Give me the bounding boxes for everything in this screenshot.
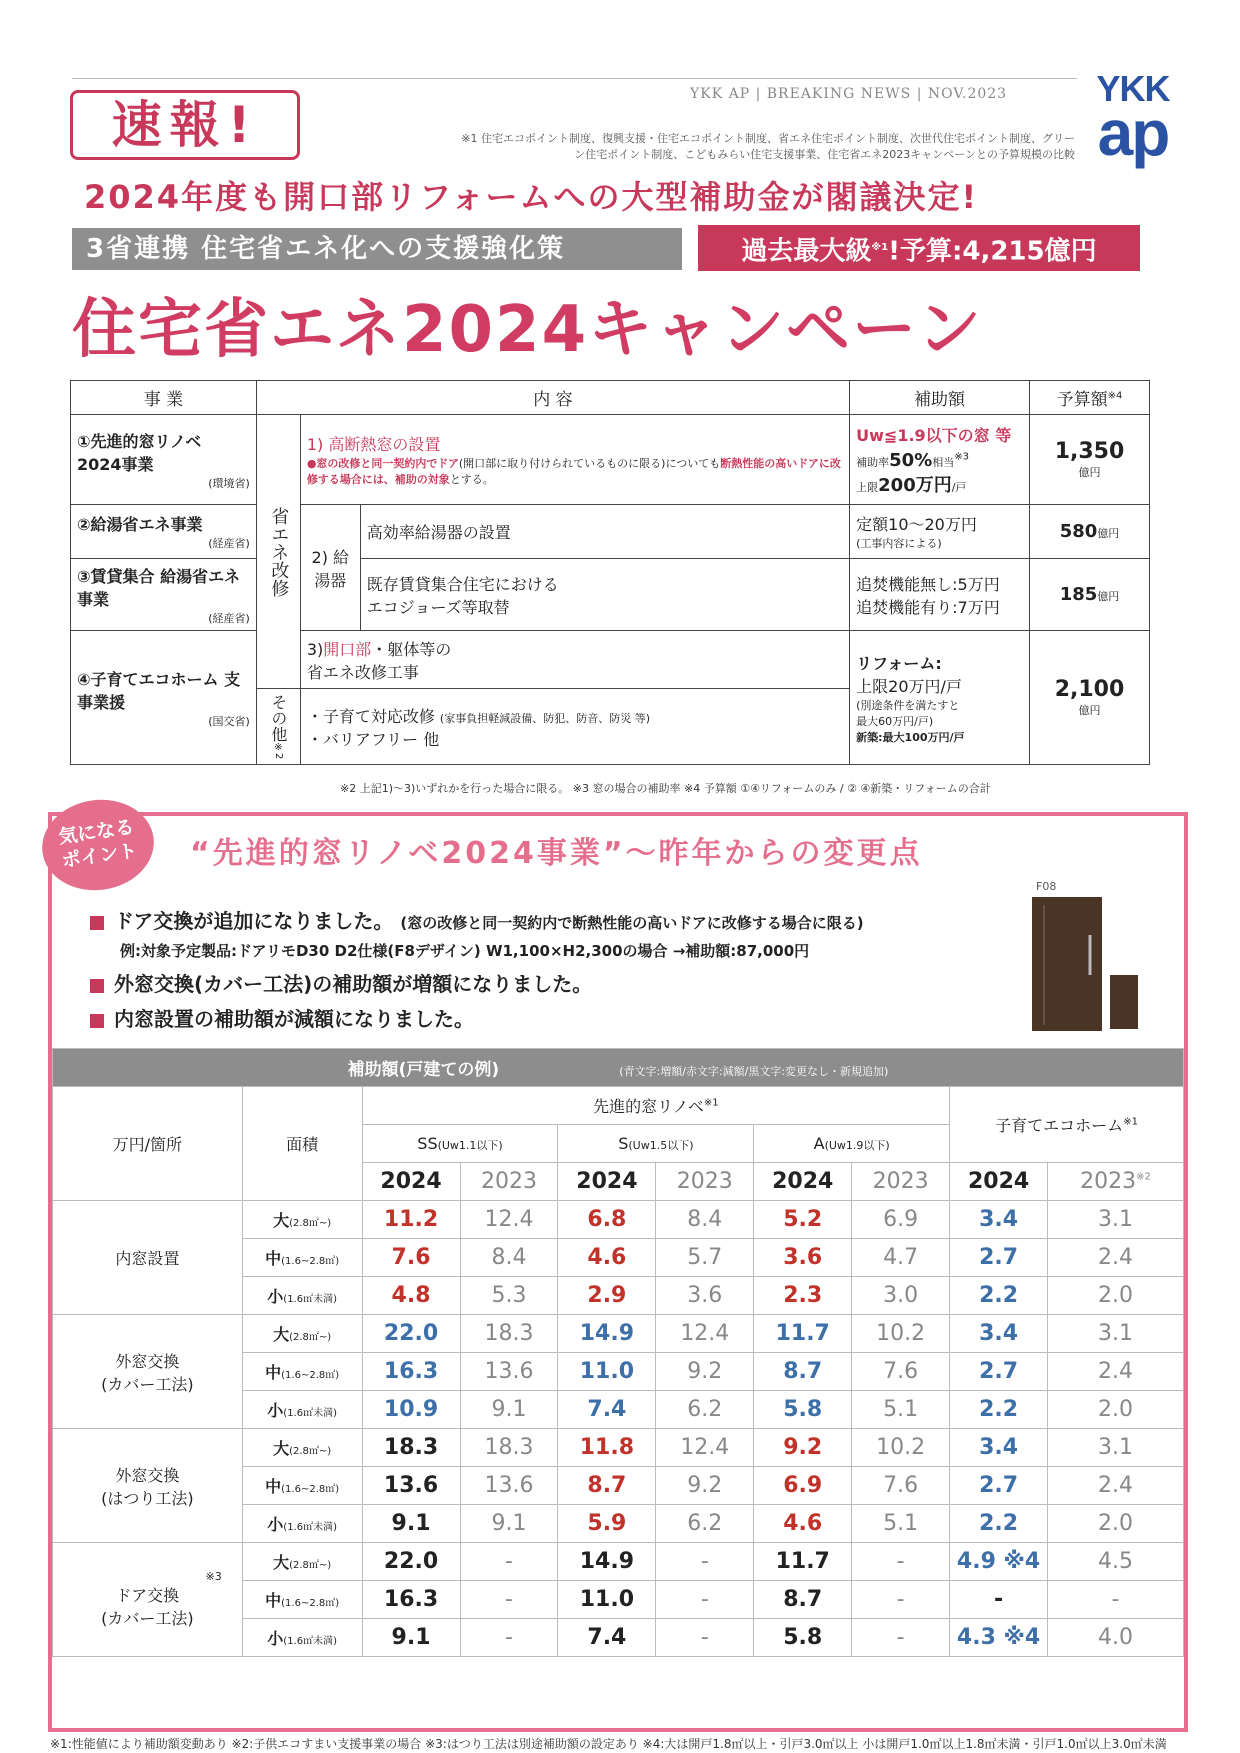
r3-hojo: 追焚機能無し:5万円 追焚機能有り:7万円 [850,559,1030,631]
value-cell: 9.1 [362,1619,460,1657]
value-cell: - [656,1581,754,1619]
r1-yosan: 1,350 億円 [1030,415,1150,505]
value-cell: 5.1 [852,1505,950,1543]
size-cell: 小(1.6㎡未満) [242,1391,362,1429]
r4-yosan: 2,100 億円 [1030,631,1150,765]
bullet-outer: 外窓交換(カバー工法)の補助額が増額になりました。 [90,968,592,997]
budget-badge: 過去最大級$^{※1}$!予算:4,215億円 [698,225,1140,271]
value-cell: 2.0 [1048,1277,1184,1315]
value-cell: 5.1 [852,1391,950,1429]
overview-table [70,380,1150,765]
r2-hojo: 定額10～20万円 (工事内容による) [850,505,1030,559]
bullet-door: ドア交換が追加になりました。 (窓の改修と同一契約内で断熱性能の高いドアに改修する場合に限る) [90,905,864,934]
r4-item: 3)開口部・躯体等の 省エネ改修工事 [300,631,849,689]
value-cell: 8.7 [754,1353,852,1391]
subsidy-table: 補助額(戸建ての例) (青文字:増額/赤文字:減額/黒文字:変更なし・新規追加) 万円/箇所 面積 先進的窓リノベ$^{※1}$ 子育てエコホーム$^{※1}$ SS(Uw1.1以下) S(Uw1.5以下) A(Uw1.9以下) 2024 2023 2024 2023 2024 2023 2024 2023$^{※2}$ 内窓設置 大(2.8㎡~) 11.2 12.4 6.8 8.4 5.2 6.9 3.4 3.1 中(1.6~2.8㎡) 7.6 8.4 4.6 5.7 3.6 4.7 2.7 2.4 小(1.6㎡未満) 4.8 5.3 2.9 3.6 2.3 3.0 2.2 2.0 外窓交換 (カバー工法) 大(2.8㎡~) 22.0 18.3 14.9 12.4 11.7 10.2 3.4 3.1 中(1.6~2.8㎡) 16.3 13.6 11.0 9.2 8.7 7.6 2.7 2.4 小(1.6㎡未満) 10.9 9.1 7.4 6.2 5.8 5.1 2.2 2.0 外窓交換 (はつり工法) 大(2.8㎡~) 18.3 18.3 11.8 12.4 9.2 10.2 3.4 3.1 中(1.6~2.8㎡) 13.6 13.6 8.7 9.2 6.9 7.6 2.7 2.4 小(1.6㎡未満) 9.1 9.1 5.9 6.2 4.6 5.1 2.2 2.0 ※3 ドア交換 (カバー工法) 大(2.8㎡~) 22.0 - 14.9 - 11.7 - 4.9 ※4 4.5 中(1.6~2.8㎡) 16.3 - 11.0 - 8.7 - - - 小(1.6㎡未満) 9.1 - 7.4 - 5.8 - 4.3 ※4 4.0 [52,1048,1184,1657]
sub-banner: 3省連携 住宅省エネ化への支援強化策 [72,228,682,270]
size-cell: 小(1.6㎡未満) [242,1619,362,1657]
value-cell: 6.8 [558,1201,656,1239]
value-cell: 3.4 [950,1315,1048,1353]
table-row [53,1429,1184,1467]
group-label: 外窓交換 (カバー工法) [53,1315,243,1429]
value-cell: 2.2 [950,1277,1048,1315]
table-row [53,1201,1184,1239]
ss-head: SS(Uw1.1以下) [362,1125,558,1163]
r3-item: 既存賃貸集合住宅における エコジョーズ等取替 [360,559,849,631]
value-cell: 22.0 [362,1543,460,1581]
value-cell: 9.2 [754,1429,852,1467]
value-cell: 18.3 [460,1315,558,1353]
value-cell: 2.3 [754,1277,852,1315]
r1-name: ①先進的窓リノベ 2024事業 (環境省) [71,415,257,505]
unit-cell: 万円/箇所 [53,1087,243,1201]
size-cell: 中(1.6~2.8㎡) [242,1353,362,1391]
value-cell: 6.2 [656,1505,754,1543]
menseki-cell: 面積 [242,1087,362,1201]
r2-item: 高効率給湯器の設置 [360,505,849,559]
value-cell: 16.3 [362,1581,460,1619]
value-cell: 2.4 [1048,1353,1184,1391]
point-bubble: 気になる ポイント [36,793,159,898]
header-notes: ※1 住宅エコポイント制度、復興支援・住宅エコポイント制度、省エネ住宅ポイント制度、次世代住宅ポイント制度、グリーン住宅ポイント制度、こどもみらい住宅支援事業、住宅省エネ2023キャンペーンとの予算規模の比較 [461,132,1075,161]
example-line: 例:対象予定製品:ドアリモD30 D2仕様(F8デザイン) W1,100×H2,300の場合 →補助額:87,000円 [120,942,810,960]
r1-hojo: Uw≦1.9以下の窓 等 補助率50%相当$^{※3}$ 上限200万円/戸 [850,415,1030,505]
value-cell: 3.4 [950,1201,1048,1239]
value-cell: - [460,1619,558,1657]
value-cell: 9.1 [460,1505,558,1543]
group-label: 内窓設置 [53,1201,243,1315]
group-label: ※3 ドア交換 (カバー工法) [53,1543,243,1657]
value-cell: 18.3 [362,1429,460,1467]
value-cell: 11.2 [362,1201,460,1239]
value-cell: 5.8 [754,1391,852,1429]
value-cell: 4.9 ※4 [950,1543,1048,1581]
r2-name: ②給湯省エネ事業 (経産省) [71,505,257,559]
r4-hojo: リフォーム: 上限20万円/戸 (別途条件を満たすと 最大60万円/戸) 新築:最大100万円/戸 [850,631,1030,765]
value-cell: 10.2 [852,1315,950,1353]
value-cell: 14.9 [558,1315,656,1353]
header-rule [72,78,1077,79]
r2-yosan: 580億円 [1030,505,1150,559]
th-hojo: 補助額 [850,381,1030,415]
r3-name: ③賃貸集合 給湯省エネ事業 (経産省) [71,559,257,631]
value-cell: 22.0 [362,1315,460,1353]
ykk-ap-logo: YKK ap [1096,68,1170,169]
value-cell: 8.7 [754,1581,852,1619]
value-cell: 7.6 [362,1239,460,1277]
value-cell: 5.3 [460,1277,558,1315]
value-cell: 10.9 [362,1391,460,1429]
value-cell: 9.1 [460,1391,558,1429]
kyuto-cat: 2) 給湯器 [300,505,360,631]
size-cell: 小(1.6㎡未満) [242,1505,362,1543]
value-cell: - [656,1619,754,1657]
value-cell: 2.7 [950,1239,1048,1277]
value-cell: 10.2 [852,1429,950,1467]
value-cell: 7.6 [852,1467,950,1505]
subsidy-body [53,1201,1184,1657]
value-cell: 13.6 [362,1467,460,1505]
value-cell: 6.9 [754,1467,852,1505]
value-cell: - [1048,1581,1184,1619]
value-cell: - [852,1581,950,1619]
sokuho-badge: 速報! [70,90,300,160]
value-cell: 11.0 [558,1353,656,1391]
point-title: “先進的窓リノベ2024事業”～昨年からの変更点 [190,836,923,871]
th-yosan: 予算額$^{※4}$ [1030,381,1150,415]
group-label: 外窓交換 (はつり工法) [53,1429,243,1543]
value-cell: 2.4 [1048,1467,1184,1505]
value-cell: 2.2 [950,1505,1048,1543]
value-cell: 2.2 [950,1391,1048,1429]
size-cell: 中(1.6~2.8㎡) [242,1239,362,1277]
header-subtitle: YKK AP | BREAKING NEWS | NOV.2023 [690,86,1008,102]
value-cell: 3.6 [754,1239,852,1277]
value-cell: 4.0 [1048,1619,1184,1657]
door-label: F08 [1036,880,1057,893]
value-cell: - [460,1543,558,1581]
value-cell: 7.4 [558,1619,656,1657]
value-cell: 12.4 [656,1429,754,1467]
value-cell: 9.2 [656,1353,754,1391]
value-cell: 11.8 [558,1429,656,1467]
value-cell: - [852,1543,950,1581]
table-row [53,1543,1184,1581]
value-cell: 11.7 [754,1543,852,1581]
value-cell: 12.4 [460,1201,558,1239]
size-cell: 大(2.8㎡~) [242,1429,362,1467]
value-cell: 5.9 [558,1505,656,1543]
value-cell: 3.6 [656,1277,754,1315]
value-cell: 3.4 [950,1429,1048,1467]
value-cell: 4.8 [362,1277,460,1315]
value-cell: 8.4 [460,1239,558,1277]
value-cell: 2.7 [950,1467,1048,1505]
value-cell: 4.3 ※4 [950,1619,1048,1657]
value-cell: - [950,1581,1048,1619]
size-cell: 大(2.8㎡~) [242,1315,362,1353]
size-cell: 大(2.8㎡~) [242,1201,362,1239]
senshin-head: 先進的窓リノベ$^{※1}$ [362,1087,950,1125]
campaign-title: 住宅省エネ2024キャンペーン [72,293,983,367]
value-cell: 11.7 [754,1315,852,1353]
value-cell: 4.6 [558,1239,656,1277]
value-cell: 9.2 [656,1467,754,1505]
value-cell: 5.7 [656,1239,754,1277]
value-cell: 4.5 [1048,1543,1184,1581]
value-cell: 16.3 [362,1353,460,1391]
value-cell: 3.1 [1048,1315,1184,1353]
value-cell: 18.3 [460,1429,558,1467]
footer-notes: ※1:性能値により補助額変動あり ※2:子供エコすまい支援事業の場合 ※3:はつり工法は別途補助額の設定あり ※4:大は開戸1.8㎡以上・引戸3.0㎡以上 小は開戸1.0㎡以上1.8㎡未満・引戸1.0㎡以上3.0㎡未満 [50,1737,1167,1751]
value-cell: 5.8 [754,1619,852,1657]
table-row [53,1315,1184,1353]
value-cell: 2.7 [950,1353,1048,1391]
s-head: S(Uw1.5以下) [558,1125,754,1163]
kosodate-head: 子育てエコホーム$^{※1}$ [950,1087,1184,1163]
value-cell: 2.9 [558,1277,656,1315]
door-image [1030,895,1140,1035]
size-cell: 大(2.8㎡~) [242,1543,362,1581]
value-cell: 14.9 [558,1543,656,1581]
headline: 2024年度も開口部リフォームへの大型補助金が閣議決定! [84,178,979,216]
value-cell: - [460,1581,558,1619]
value-cell: 4.6 [754,1505,852,1543]
r4-sub: ・子育て対応改修 (家事負担軽減設備、防犯、防音、防災 等) ・バリアフリー 他 [300,689,849,765]
value-cell: 13.6 [460,1467,558,1505]
size-cell: 中(1.6~2.8㎡) [242,1581,362,1619]
r3-yosan: 185億円 [1030,559,1150,631]
value-cell: 7.6 [852,1353,950,1391]
subsidy-header: 補助額(戸建ての例) (青文字:増額/赤文字:減額/黒文字:変更なし・新規追加) [53,1049,1184,1087]
table-notes: ※2 上記1)～3)いずれかを行った場合に限る。 ※3 窓の場合の補助率 ※4 予算額 ①④リフォームのみ / ② ④新築・リフォームの合計 [340,782,991,795]
cat-sonota: その他※2 [256,689,300,765]
value-cell: - [656,1543,754,1581]
value-cell: 4.7 [852,1239,950,1277]
cat-shoene: 省エネ改修 [256,415,300,689]
value-cell: - [852,1619,950,1657]
r1-content: 1) 高断熱窓の設置 ●窓の改修と同一契約内でドア(開口部に取り付けられているものに限る)についても断熱性能の高いドアに改修する場合には、補助の対象とする。 [300,415,849,505]
size-cell: 中(1.6~2.8㎡) [242,1467,362,1505]
value-cell: 3.0 [852,1277,950,1315]
value-cell: 2.0 [1048,1505,1184,1543]
a-head: A(Uw1.9以下) [754,1125,950,1163]
th-jigyo: 事 業 [71,381,257,415]
value-cell: 6.9 [852,1201,950,1239]
th-naiyo: 内 容 [256,381,849,415]
value-cell: 3.1 [1048,1429,1184,1467]
value-cell: 2.4 [1048,1239,1184,1277]
value-cell: 3.1 [1048,1201,1184,1239]
value-cell: 8.7 [558,1467,656,1505]
value-cell: 5.2 [754,1201,852,1239]
value-cell: 11.0 [558,1581,656,1619]
value-cell: 7.4 [558,1391,656,1429]
r4-name: ④子育てエコホーム 支事業援 (国交省) [71,631,257,765]
value-cell: 2.0 [1048,1391,1184,1429]
value-cell: 13.6 [460,1353,558,1391]
value-cell: 8.4 [656,1201,754,1239]
value-cell: 12.4 [656,1315,754,1353]
size-cell: 小(1.6㎡未満) [242,1277,362,1315]
value-cell: 6.2 [656,1391,754,1429]
value-cell: 9.1 [362,1505,460,1543]
bullet-inner: 内窓設置の補助額が減額になりました。 [90,1003,474,1032]
